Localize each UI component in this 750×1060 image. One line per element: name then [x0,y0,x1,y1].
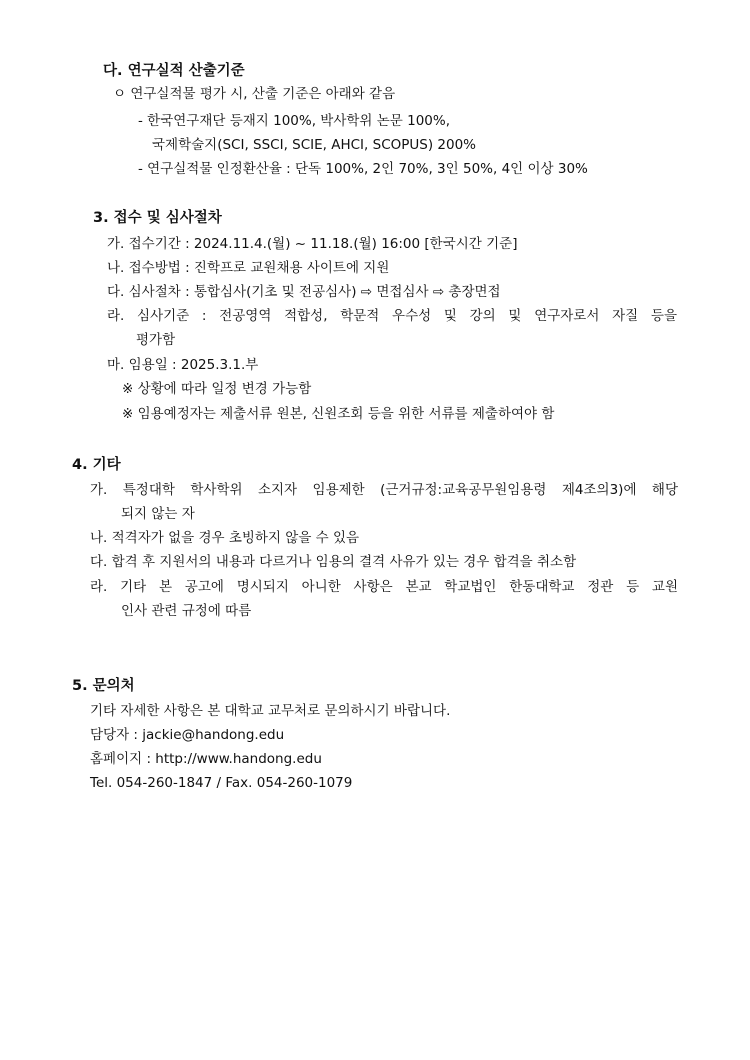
research-criteria-bullet: ㅇ 연구실적물 평가 시, 산출 기준은 아래와 같음 [113,86,396,102]
research-criteria-item-1: - 한국연구재단 등재지 100%, 박사학위 논문 100%, [138,113,451,129]
review-criteria-cont: 평가함 [136,332,176,348]
research-criteria-item-2: - 연구실적물 인정환산율 : 단독 100%, 2인 70%, 3인 50%, 4인 이상 30% [138,161,588,177]
other-item-ra: 라. 기타 본 공고에 명시되지 아니한 사항은 본교 학교법인 한동대학교 정관 등 교원 [90,579,678,595]
research-criteria-item-1-cont: 국제학술지(SCI, SSCI, SCIE, AHCI, SCOPUS) 200% [152,137,476,153]
application-method: 나. 접수방법 : 진학프로 교원채용 사이트에 지원 [107,260,390,276]
application-period: 가. 접수기간 : 2024.11.4.(월) ~ 11.18.(월) 16:00 [한국시간 기준] [107,236,518,252]
review-procedure: 다. 심사절차 : 통합심사(기초 및 전공심사) ⇨ 면접심사 ⇨ 총장면접 [107,284,501,300]
subsection-heading-research-criteria: 다. 연구실적 산출기준 [103,63,245,79]
contact-intro: 기타 자세한 사항은 본 대학교 교무처로 문의하시기 바랍니다. [90,703,451,719]
contact-homepage: 홈페이지 : http://www.handong.edu [90,751,322,767]
other-item-ra-cont: 인사 관련 규정에 따름 [121,603,252,619]
section-heading-contact: 5. 문의처 [72,678,135,694]
other-item-na: 나. 적격자가 없을 경우 초빙하지 않을 수 있음 [90,530,360,546]
section-heading-other: 4. 기타 [72,457,121,473]
document-submission-note: ※ 임용예정자는 제출서류 원본, 신원조회 등을 위한 서류를 제출하여야 함 [122,406,555,422]
contact-person-email: 담당자 : jackie@handong.edu [90,727,285,743]
contact-phone-fax: Tel. 054-260-1847 / Fax. 054-260-1079 [90,775,353,791]
appointment-date: 마. 임용일 : 2025.3.1.부 [107,357,259,373]
other-item-ga: 가. 특정대학 학사학위 소지자 임용제한 (근거규정:교육공무원임용령 제4조의3)에 해당 [90,482,678,498]
other-item-ga-cont: 되지 않는 자 [121,506,195,522]
section-heading-application-review: 3. 접수 및 심사절차 [93,210,222,226]
other-item-da: 다. 합격 후 지원서의 내용과 다르거나 임용의 결격 사유가 있는 경우 합격을 취소함 [90,554,577,570]
review-criteria: 라. 심사기준 : 전공영역 적합성, 학문적 우수성 및 강의 및 연구자로서 자질 등을 [107,308,677,324]
schedule-change-note: ※ 상황에 따라 일정 변경 가능함 [122,381,312,397]
